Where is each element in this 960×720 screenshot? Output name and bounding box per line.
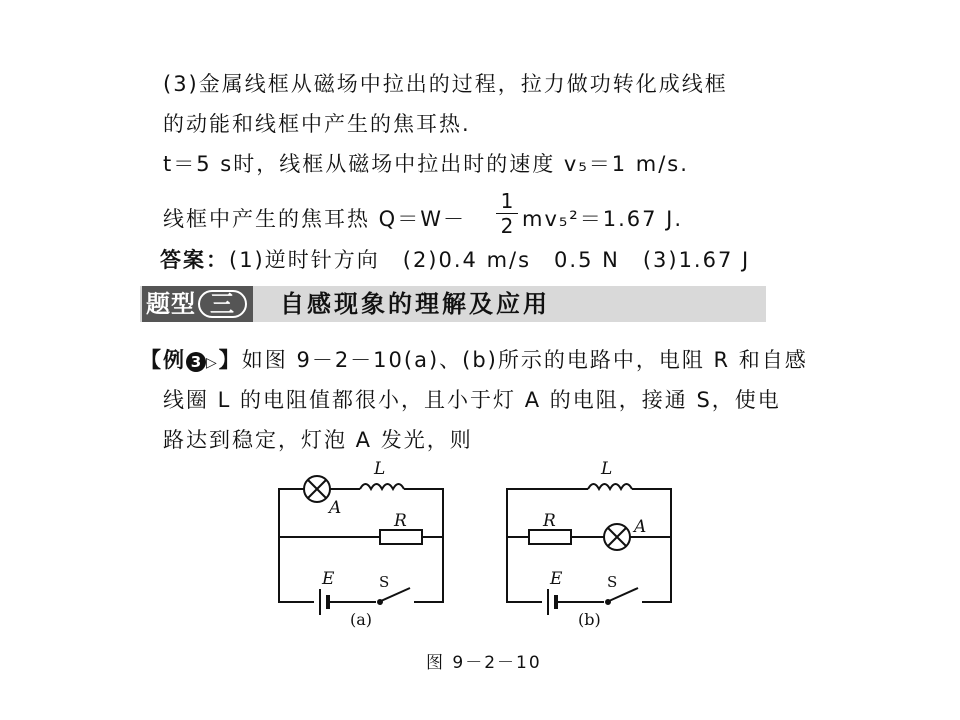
section-title: 自感现象的理解及应用 [280,290,550,318]
solution-line-4-prefix: 线框中产生的焦耳热 Q＝W－ [163,207,466,231]
question-type-text: 题型 [146,290,196,318]
circuit-b-label-E: E [550,569,563,589]
circuit-b-caption: (b) [578,610,601,629]
fraction-numerator: 1 [500,189,514,213]
example-line-2: 线圈 L 的电阻值都很小，且小于灯 A 的电阻，接通 S，使电 [163,388,781,412]
fraction-denominator: 2 [500,214,514,238]
solution-line-2: 的动能和线框中产生的焦耳热. [163,112,471,136]
circuit-a-resistor-icon [380,530,422,544]
example-number-badge: 3 [186,352,206,372]
solution-line-3: t＝5 s时，线框从磁场中拉出时的速度 v₅＝1 m/s. [163,152,689,176]
example-tag-arrow-icon: ▷ [206,355,219,371]
figure-caption: 图 9－2－10 [426,653,542,673]
example-tag-close: 】 [218,348,242,372]
circuit-b-label-R: R [543,511,556,531]
example-tag-open: 【例 [140,348,186,372]
answer-body: (1)逆时针方向 (2)0.4 m/s 0.5 N (3)1.67 J [229,248,751,272]
circuit-b-frame [507,489,671,602]
solution-line-4-suffix: mv₅²＝1.67 J. [522,207,684,231]
circuit-a-label-R: R [394,511,407,531]
circuit-a-label-L: L [374,459,386,479]
circuit-a-label-A: A [329,498,342,518]
question-type-number: 三 [198,290,247,318]
circuit-b-resistor-icon [529,530,571,544]
circuit-b-label-A: A [634,517,647,537]
solution-line-1: (3)金属线框从磁场中拉出的过程，拉力做功转化成线框 [163,72,728,96]
example-line-3: 路达到稳定，灯泡 A 发光，则 [163,428,473,452]
circuit-a-frame [279,489,443,602]
circuit-a-caption: (a) [350,610,373,629]
answer-label: 答案： [160,248,229,272]
circuit-a-label-S: S [379,573,390,591]
circuit-a [279,476,443,616]
circuit-b-label-L: L [601,459,613,479]
circuit-b [507,480,671,616]
circuit-b-label-S: S [607,573,618,591]
circuit-a-label-E: E [322,569,335,589]
example-text-1: 如图 9－2－10(a)、(b)所示的电路中，电阻 R 和自感 [241,348,808,372]
